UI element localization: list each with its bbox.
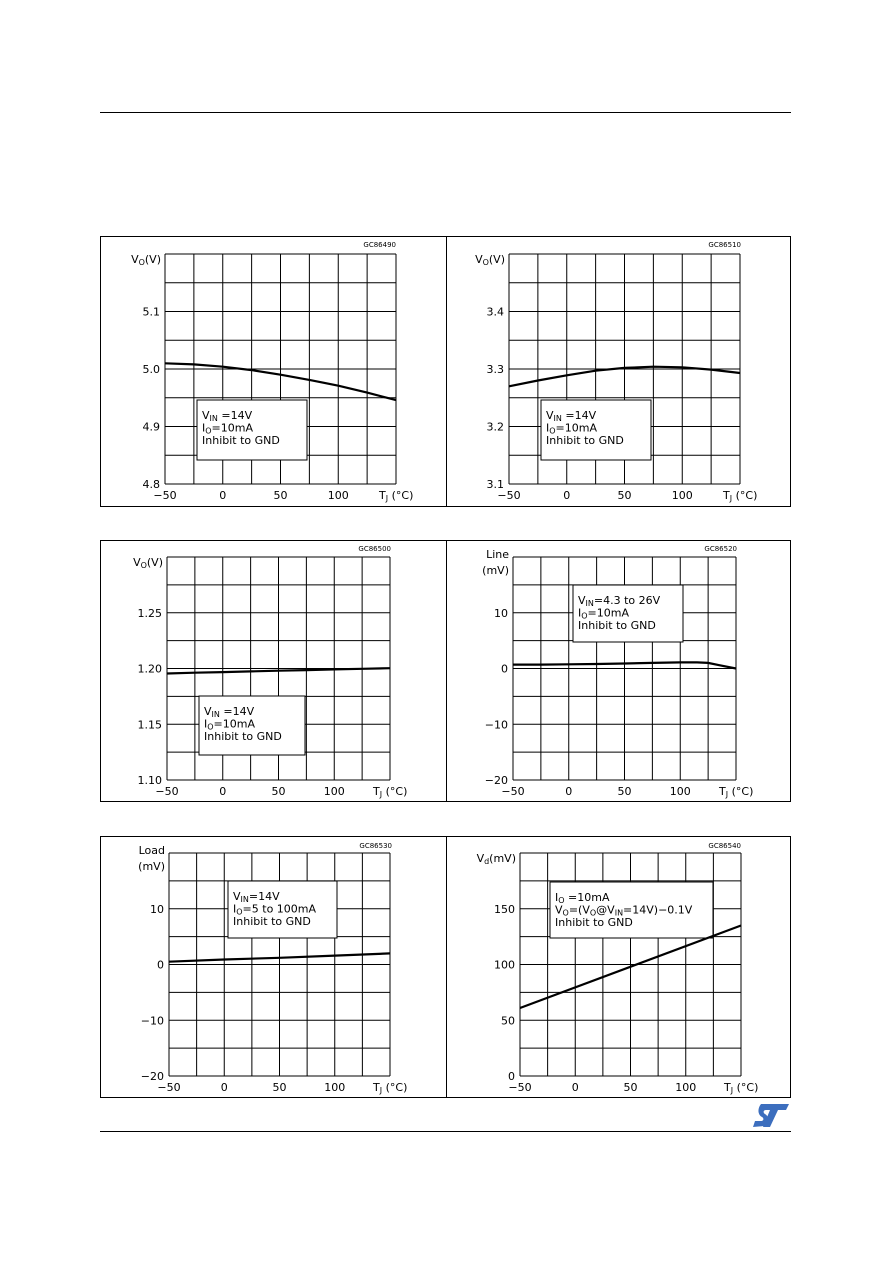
y-tick-label: 4.8	[142, 478, 160, 491]
condition-line: Inhibit to GND	[233, 915, 311, 928]
condition-line: IO =10mA	[555, 891, 610, 905]
y-tick-label: 1.25	[137, 606, 162, 620]
y-tick-label: −20	[140, 1070, 164, 1083]
st-logo-icon	[752, 1102, 790, 1128]
condition-line: IO=10mA	[546, 421, 598, 436]
conditions-box	[541, 400, 651, 460]
x-axis-label: TJ (°C)	[724, 1081, 759, 1095]
y-tick-label: 5.0	[142, 363, 160, 376]
condition-line: VIN =14V	[546, 409, 597, 423]
x-tick-label: −50	[501, 785, 525, 798]
condition-line: VIN=4.3 to 26V	[578, 594, 661, 608]
condition-line: Inhibit to GND	[578, 619, 656, 632]
chart-2	[475, 241, 757, 503]
y-tick-label: 100	[494, 958, 515, 972]
chart-6	[477, 842, 759, 1095]
x-tick-label: 100	[671, 489, 693, 502]
x-tick-label: 0	[219, 489, 227, 502]
x-axis-label: TJ (°C)	[373, 785, 408, 799]
y-axis-unit: (mV)	[482, 564, 509, 577]
conditions-box	[550, 882, 713, 938]
y-tick-label: 10	[150, 902, 164, 916]
y-tick-label: 3.3	[486, 363, 504, 376]
y-axis-label: VO(V)	[133, 556, 163, 570]
figure-code: GC86490	[363, 241, 396, 249]
y-tick-label: 0	[508, 1070, 515, 1083]
y-axis-unit: (mV)	[138, 860, 165, 873]
footer-rule	[100, 1131, 791, 1132]
condition-line: IO=10mA	[202, 421, 254, 436]
y-tick-label: 1.10	[137, 774, 162, 787]
y-axis-label: Vd(mV)	[476, 852, 516, 866]
condition-line: Inhibit to GND	[204, 730, 282, 743]
y-tick-label: 3.1	[486, 478, 504, 491]
y-tick-label: 3.2	[486, 420, 504, 434]
x-tick-label: 50	[271, 785, 286, 798]
x-tick-label: 100	[323, 785, 345, 798]
conditions-box	[228, 881, 337, 938]
x-tick-label: 100	[675, 1081, 697, 1094]
y-tick-label: −10	[484, 718, 508, 732]
condition-line: VIN =14V	[202, 409, 253, 423]
y-tick-label: 1.20	[137, 662, 162, 676]
x-axis-label: TJ (°C)	[719, 785, 754, 799]
x-tick-label: 0	[571, 1081, 579, 1094]
chart-1	[131, 241, 413, 503]
y-tick-label: 0	[157, 958, 164, 972]
y-tick-label: −10	[140, 1014, 164, 1028]
conditions-box	[199, 696, 305, 755]
x-tick-label: −50	[157, 1081, 181, 1094]
x-tick-label: −50	[497, 489, 521, 502]
x-tick-label: 50	[623, 1081, 638, 1094]
x-tick-label: 0	[563, 489, 571, 502]
x-tick-label: 50	[273, 489, 288, 502]
y-tick-label: 0	[501, 662, 508, 676]
x-tick-label: 100	[327, 489, 349, 502]
x-tick-label: 0	[219, 785, 227, 798]
figure-code: GC86510	[708, 241, 741, 249]
figure-code: GC86530	[359, 842, 392, 850]
y-tick-label: −20	[484, 774, 508, 787]
y-axis-label: VO(V)	[475, 253, 505, 267]
y-tick-label: 50	[501, 1014, 515, 1028]
x-tick-label: −50	[153, 489, 177, 502]
y-tick-label: 10	[494, 606, 508, 620]
figure-code: GC86520	[704, 545, 737, 553]
condition-line: VO=(VO@VIN=14V)−0.1V	[555, 903, 693, 918]
condition-line: Inhibit to GND	[555, 916, 633, 929]
conditions-box	[573, 585, 683, 642]
y-tick-label: 150	[494, 902, 515, 916]
x-tick-label: −50	[508, 1081, 532, 1094]
chart-5	[138, 842, 407, 1095]
conditions-box	[197, 400, 307, 460]
y-tick-label: 5.1	[142, 305, 160, 319]
condition-line: IO=10mA	[578, 606, 630, 621]
x-tick-label: 50	[617, 489, 632, 502]
x-axis-label: TJ (°C)	[723, 489, 758, 503]
condition-line: IO=5 to 100mA	[233, 902, 317, 917]
x-tick-label: 0	[220, 1081, 228, 1094]
y-tick-label: 4.9	[142, 420, 160, 434]
x-axis-label: TJ (°C)	[379, 489, 414, 503]
x-tick-label: 50	[617, 785, 632, 798]
condition-line: VIN =14V	[204, 705, 255, 719]
x-axis-label: TJ (°C)	[373, 1081, 408, 1095]
x-tick-label: 50	[272, 1081, 287, 1094]
condition-line: IO=10mA	[204, 717, 256, 732]
y-axis-label: Line	[486, 548, 509, 561]
x-tick-label: 100	[669, 785, 691, 798]
condition-line: VIN=14V	[233, 890, 280, 904]
y-axis-label: Load	[138, 844, 165, 857]
chart-4	[482, 545, 753, 799]
chart-3	[133, 545, 407, 799]
x-tick-label: −50	[155, 785, 179, 798]
figure-code: GC86500	[358, 545, 391, 553]
y-tick-label: 3.4	[486, 305, 504, 319]
condition-line: Inhibit to GND	[202, 434, 280, 447]
y-tick-label: 1.15	[137, 718, 162, 732]
x-tick-label: 100	[324, 1081, 346, 1094]
x-tick-label: 0	[565, 785, 573, 798]
condition-line: Inhibit to GND	[546, 434, 624, 447]
y-axis-label: VO(V)	[131, 253, 161, 267]
figure-code: GC86540	[708, 842, 741, 850]
